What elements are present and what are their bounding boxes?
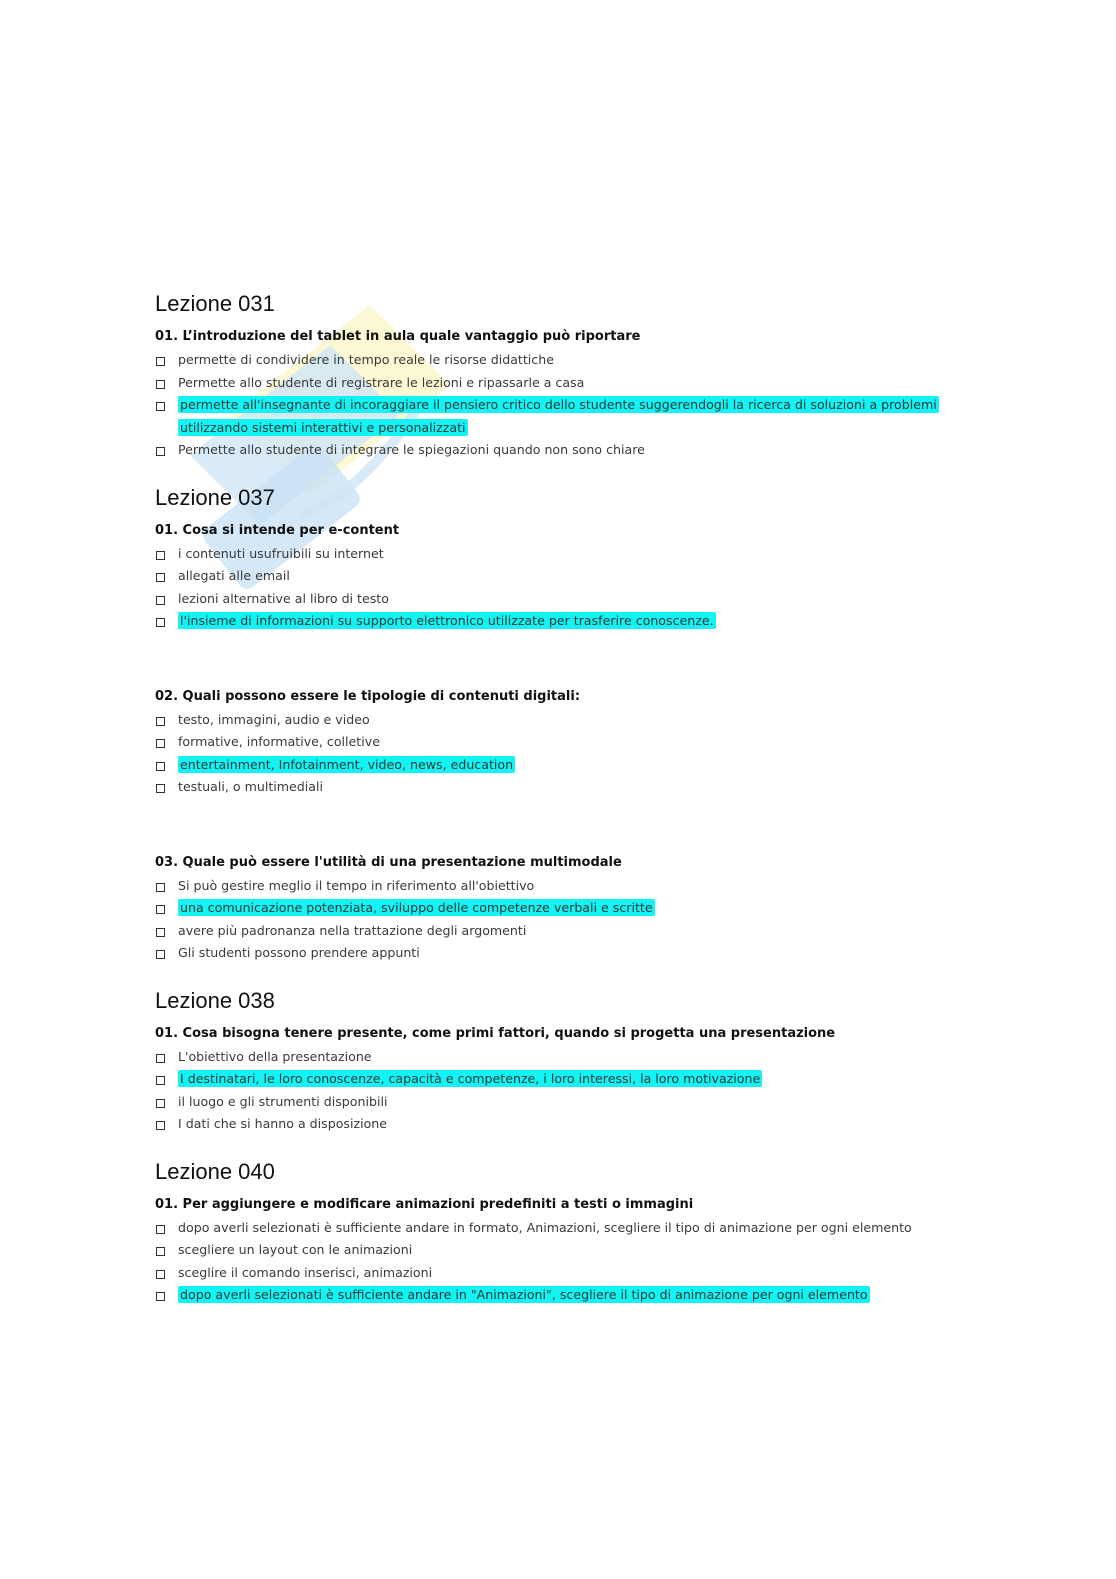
answer-text-highlighted: entertainment, Infotainment, video, news, education	[180, 756, 514, 772]
answer-option[interactable]	[155, 1091, 955, 1114]
answer-text: Si può gestire meglio il tempo in riferimento all'obiettivo	[178, 877, 535, 893]
answer-option[interactable]	[155, 942, 955, 965]
answer-text-highlighted: una comunicazione potenziata, sviluppo delle competenze verbali e scritte	[180, 900, 653, 915]
answer-option[interactable]	[155, 543, 955, 566]
answer-text: allegati alle email	[178, 568, 290, 583]
answer-text: testuali, o multimediali	[178, 779, 324, 794]
answer-list	[155, 875, 955, 965]
answer-list	[155, 1217, 955, 1307]
answer-option-highlighted[interactable]	[155, 1284, 955, 1307]
question-title: 01. Per aggiungere e modificare animazioni predefiniti a testi o immagini	[155, 1196, 694, 1212]
checkbox-icon[interactable]	[156, 1121, 165, 1130]
checkbox-icon[interactable]	[156, 573, 165, 582]
checkbox-icon[interactable]	[156, 905, 165, 914]
answer-option[interactable]	[155, 349, 955, 372]
answer-text: Gli studenti possono prendere appunti	[178, 945, 420, 960]
spacer	[155, 965, 955, 985]
answer-option[interactable]	[155, 1113, 955, 1136]
checkbox-icon[interactable]	[156, 784, 165, 793]
checkbox-icon[interactable]	[156, 357, 165, 366]
answer-text-highlighted: I destinatari, le loro conoscenze, capacità e competenze, i loro interessi, la loro motivazione	[180, 1071, 761, 1086]
lesson-section	[155, 985, 955, 1136]
answer-list	[155, 349, 955, 462]
answer-option[interactable]	[155, 1046, 955, 1069]
lesson-title: Lezione 031	[155, 291, 275, 316]
answer-option[interactable]	[155, 1262, 955, 1285]
spacer	[155, 799, 955, 852]
answer-text: formative, informative, colletive	[178, 734, 380, 749]
answer-text: avere più padronanza nella trattazione degli argomenti	[178, 922, 527, 938]
checkbox-icon[interactable]	[156, 1054, 165, 1063]
answer-option[interactable]	[155, 776, 955, 799]
answer-text: dopo averli selezionati è sufficiente andare in formato, Animazioni, scegliere il tipo di animazione per ogni elemento	[178, 1219, 912, 1235]
lesson-title: Lezione 040	[155, 1158, 275, 1184]
answer-option[interactable]	[155, 1239, 955, 1262]
answer-option[interactable]	[155, 588, 955, 611]
spacer	[155, 462, 955, 482]
answer-option[interactable]	[155, 709, 955, 732]
checkbox-icon[interactable]	[156, 1292, 165, 1301]
checkbox-icon[interactable]	[156, 447, 165, 456]
answer-option-highlighted[interactable]	[155, 754, 955, 777]
answer-option[interactable]	[155, 565, 955, 588]
question-title: 03. Quale può essere l'utilità di una presentazione multimodale	[155, 854, 622, 870]
checkbox-icon[interactable]	[156, 1270, 165, 1279]
question-title: 01. L’introduzione del tablet in aula quale vantaggio può riportare	[155, 329, 641, 344]
answer-option-highlighted[interactable]	[155, 1068, 955, 1091]
answer-option-highlighted[interactable]	[155, 897, 955, 920]
checkbox-icon[interactable]	[156, 950, 165, 959]
spacer	[155, 1136, 955, 1156]
answer-option[interactable]	[155, 372, 955, 395]
checkbox-icon[interactable]	[156, 1076, 165, 1085]
checkbox-icon[interactable]	[156, 762, 165, 771]
answer-text: I dati che si hanno a disposizione	[178, 1116, 388, 1131]
answer-option[interactable]	[155, 920, 955, 943]
checkbox-icon[interactable]	[156, 1225, 165, 1234]
answer-text: testo, immagini, audio e video	[178, 711, 370, 727]
answer-text-highlighted: permette all'insegnante di incoraggiare il pensiero critico dello studente suggerendogli la ricerca di soluzioni a problemi utilizzando sistemi interattivi e personalizzati	[180, 397, 937, 435]
checkbox-icon[interactable]	[156, 551, 165, 560]
lesson-title: Lezione 037	[155, 484, 275, 510]
answer-text-highlighted: dopo averli selezionati è sufficiente andare in "Animazioni", scegliere il tipo di animazione per ogni elemento	[180, 1287, 868, 1302]
question	[155, 326, 955, 462]
answer-text: Permette allo studente di registrare le lezioni e ripassarle a casa	[178, 374, 585, 390]
checkbox-icon[interactable]	[156, 402, 165, 411]
answer-option[interactable]	[155, 731, 955, 754]
checkbox-icon[interactable]	[156, 596, 165, 605]
answer-list	[155, 709, 955, 799]
answer-list	[155, 1046, 955, 1136]
checkbox-icon[interactable]	[156, 1099, 165, 1108]
answer-text: permette di condividere in tempo reale le risorse didattiche	[178, 352, 554, 367]
question	[155, 686, 955, 799]
answer-text: sceglire il comando inserisci, animazioni	[178, 1264, 433, 1280]
lesson-section	[155, 288, 955, 462]
answer-text: i contenuti usufruibili su internet	[178, 545, 384, 561]
question	[155, 520, 955, 633]
answer-text: scegliere un layout con le animazioni	[178, 1242, 413, 1257]
lesson-section	[155, 482, 955, 965]
answer-option-highlighted[interactable]	[155, 610, 955, 633]
question	[155, 852, 955, 965]
answer-option[interactable]	[155, 1217, 955, 1240]
answer-text: il luogo e gli strumenti disponibili	[178, 1093, 388, 1109]
checkbox-icon[interactable]	[156, 739, 165, 748]
answer-list	[155, 543, 955, 633]
lesson-title: Lezione 038	[155, 987, 275, 1013]
checkbox-icon[interactable]	[156, 928, 165, 937]
checkbox-icon[interactable]	[156, 618, 165, 627]
answer-option-highlighted[interactable]	[155, 394, 955, 439]
question-title: 02. Quali possono essere le tipologie di contenuti digitali:	[155, 688, 581, 704]
lessons-container	[155, 288, 955, 1307]
spacer	[155, 633, 955, 686]
checkbox-icon[interactable]	[156, 1247, 165, 1256]
checkbox-icon[interactable]	[156, 717, 165, 726]
answer-option[interactable]	[155, 439, 955, 462]
answer-text-highlighted: l'insieme di informazioni su supporto elettronico utilizzate per trasferire conoscenze.	[180, 613, 714, 628]
question-title: 01. Cosa si intende per e-content	[155, 522, 400, 538]
answer-text: lezioni alternative al libro di testo	[178, 590, 389, 606]
lesson-section	[155, 1156, 955, 1307]
answer-option[interactable]	[155, 875, 955, 898]
question	[155, 1194, 955, 1307]
answer-text: L'obiettivo della presentazione	[178, 1048, 372, 1064]
answer-text: Permette allo studente di integrare le spiegazioni quando non sono chiare	[178, 442, 645, 457]
question-title: 01. Cosa bisogna tenere presente, come primi fattori, quando si progetta una presentazione	[155, 1025, 836, 1041]
question	[155, 1023, 955, 1136]
checkbox-icon[interactable]	[156, 883, 165, 892]
checkbox-icon[interactable]	[156, 380, 165, 389]
